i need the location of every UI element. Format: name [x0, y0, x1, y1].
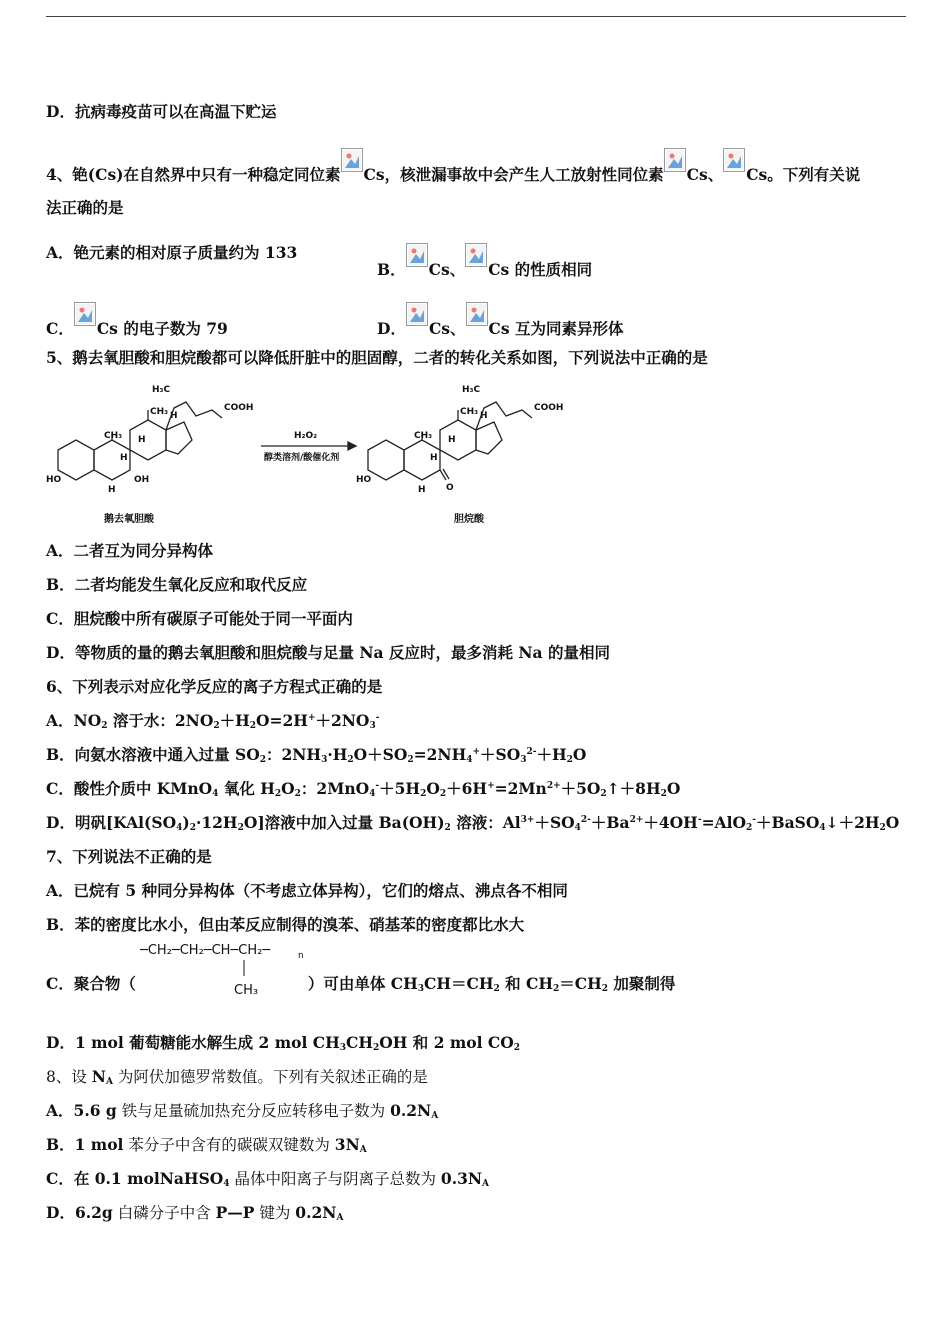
- reagent-top-label: H₂O₂: [294, 431, 318, 441]
- q8-option-a: A．5.6 g 铁与足量硫加热充分反应转移电子数为 $0.2N_A$: [46, 1101, 439, 1121]
- broken-image-icon: [723, 148, 745, 172]
- polymer-chain-text: ─CH₂─CH₂─CH─CH₂─: [140, 943, 271, 958]
- q7-option-a: A．已烷有 5 种同分异构体（不考虑立体异构），它们的熔点、沸点各不相同: [46, 881, 568, 900]
- h3c-label-right: H₃C: [462, 385, 481, 395]
- broken-image-icon: [466, 302, 488, 326]
- top-rule: [46, 16, 906, 17]
- broken-image-icon: [406, 302, 428, 326]
- q7-stem: 7、下列说法不正确的是: [46, 847, 212, 866]
- ch3-label-right: CH₃: [460, 407, 479, 417]
- cooh-label-right: COOH: [534, 403, 564, 413]
- h3c-label-left: H₃C: [152, 385, 171, 395]
- q4-option-a: A．铯元素的相对原子质量约为 133: [46, 243, 298, 262]
- q8-option-b: B．1 mol 苯分子中含有的碳碳双键数为 $3N_A$: [46, 1135, 367, 1155]
- ho-label-left: HO: [46, 475, 62, 485]
- broken-image-icon: [74, 302, 96, 326]
- o-label-right: O: [446, 483, 454, 493]
- q6-option-a: A．$NO_2$ 溶于水：$2NO_2+H_2O=2H^++2NO_3^-$: [46, 711, 380, 731]
- broken-image-icon: [664, 148, 686, 172]
- h-label-left-3: H: [120, 453, 128, 463]
- bile-acid-reaction-figure: [46, 380, 606, 530]
- q8-option-c: C．在 0.1 molNaHSO$_4$ 晶体中阳离子与阴离子总数为 $0.3N_A$: [46, 1169, 490, 1189]
- q7-option-c: C．聚合物（ ）可由单体 $CH_3CH=CH_2$ 和 $CH_2=CH_2$ 加聚制得: [46, 974, 676, 994]
- steroid-structures-diagram: [46, 380, 606, 530]
- broken-image-icon: [465, 243, 487, 267]
- q4-stem-line1: 4、铯(Cs)在自然界中只有一种稳定同位素 Cs，核泄漏事故中会产生人工放射性同位素 Cs、 Cs。下列有关说: [46, 148, 860, 185]
- oh-label-left: OH: [134, 475, 150, 485]
- h-label-right-1: H: [448, 435, 456, 445]
- broken-image-icon: [341, 148, 363, 172]
- ho-label-right: HO: [356, 475, 372, 485]
- q4-stem-line2: 法正确的是: [46, 198, 124, 217]
- ch3-label-right-2: CH₃: [414, 431, 433, 441]
- h-label-right-3: H: [430, 453, 438, 463]
- q4-options-ab: [46, 243, 926, 279]
- q6-option-d: D．明矾$[KAl(SO_4)_2\cdot 12H_2O]$溶液中加入过量 $Ba(OH)_2$ 溶液：$Al^{3+}+SO_4^{2-}+Ba^{2+}+4OH^-=AlO_2^-+BaSO_4↓+2H_2O$: [46, 813, 900, 833]
- h-label-left-1: H: [138, 435, 146, 445]
- q5-option-c: C．胆烷酸中所有碳原子可能处于同一平面内: [46, 609, 353, 628]
- q4-options-cd: [46, 302, 926, 339]
- q6-option-b: B．向氨水溶液中通入过量 $SO_2$：$2NH_3\cdot H_2O+SO_2=2NH_4^++SO_3^{2-}+H_2O$: [46, 745, 587, 765]
- ch3-label-left-2: CH₃: [104, 431, 123, 441]
- h-label-right-4: H: [418, 485, 426, 495]
- h-label-left-2: H: [170, 411, 178, 421]
- q3-option-d: D．抗病毒疫苗可以在高温下贮运: [46, 102, 277, 121]
- q5-option-d: D．等物质的量的鹅去氧胆酸和胆烷酸与足量 Na 反应时，最多消耗 Na 的量相同: [46, 643, 610, 662]
- right-compound-name: 胆烷酸: [454, 514, 484, 525]
- reagent-bottom-label: 醇类溶剂/酸催化剂: [264, 453, 340, 463]
- q5-option-a: A．二者互为同分异构体: [46, 541, 214, 560]
- q7-option-d: D．1 mol 葡萄糖能水解生成 2 mol $CH_3CH_2OH$ 和 2 mol $CO_2$: [46, 1033, 520, 1053]
- q4-option-b: B． Cs、 Cs 的性质相同: [377, 243, 592, 280]
- q5-stem: 5、鹅去氧胆酸和胆烷酸都可以降低肝脏中的胆固醇，二者的转化关系如图，下列说法中正确的是: [46, 348, 708, 367]
- q8-option-d: D．6.2g 白磷分子中含 P—P 键为 $0.2N_A$: [46, 1203, 344, 1223]
- q7-option-b: B．苯的密度比水小，但由苯反应制得的溴苯、硝基苯的密度都比水大: [46, 915, 525, 934]
- polymer-methyl-text: CH₃: [234, 983, 259, 998]
- polymer-n-text: n: [298, 951, 304, 961]
- left-compound-name: 鹅去氧胆酸: [104, 514, 154, 525]
- cooh-label-left: COOH: [224, 403, 254, 413]
- h-label-right-2: H: [480, 411, 488, 421]
- h-label-left-4: H: [108, 485, 116, 495]
- q4-option-d: D． Cs、 Cs 互为同素异形体: [377, 302, 624, 339]
- broken-image-icon: [406, 243, 428, 267]
- q4-option-c: C． Cs 的电子数为 79: [46, 319, 228, 338]
- q5-option-b: B．二者均能发生氧化反应和取代反应: [46, 575, 308, 594]
- q8-stem: 8、设 $N_A$ 为阿伏加德罗常数值。下列有关叙述正确的是: [46, 1067, 428, 1087]
- ch3-label-left: CH₃: [150, 407, 169, 417]
- q6-stem: 6、下列表示对应化学反应的离子方程式正确的是: [46, 677, 383, 696]
- q6-option-c: C．酸性介质中 KMnO$_4$ 氧化 $H_2O_2$：$2MnO_4^-+5H_2O_2+6H^+=2Mn^{2+}+5O_2↑+8H_2O$: [46, 779, 681, 799]
